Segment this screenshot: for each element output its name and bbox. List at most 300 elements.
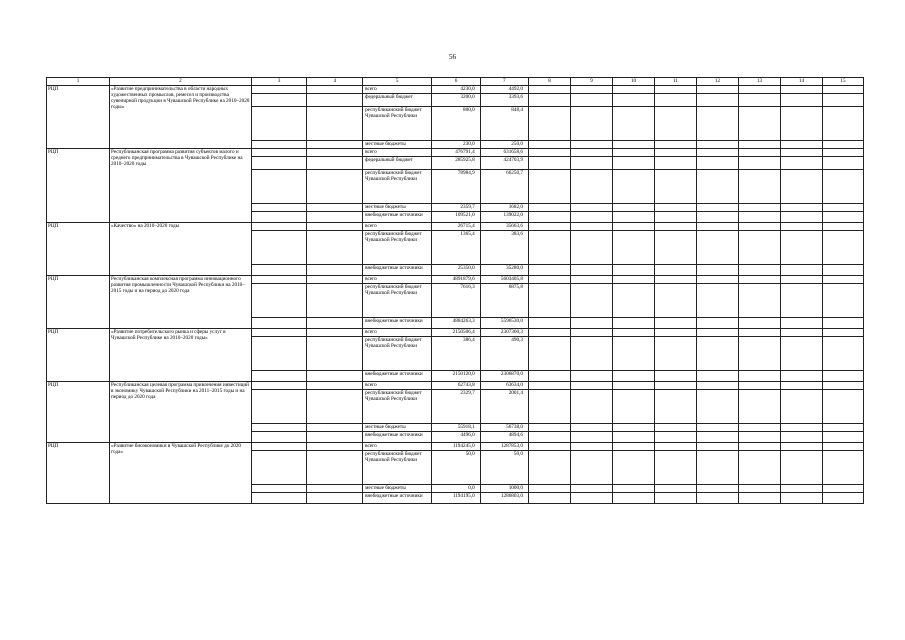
empty-cell — [307, 371, 363, 382]
column-header: 12 — [696, 78, 738, 86]
empty-cell — [528, 94, 570, 107]
column-header: 2 — [110, 78, 252, 86]
funding-source: местные бюджеты — [363, 204, 432, 212]
empty-cell — [822, 318, 863, 329]
empty-cell — [570, 149, 612, 157]
value-col-7: 63634,0 — [480, 382, 528, 390]
program-code: РЦП — [47, 149, 110, 223]
empty-cell — [696, 371, 738, 382]
column-header: 3 — [251, 78, 307, 86]
empty-cell — [780, 284, 822, 318]
empty-cell — [570, 443, 612, 451]
empty-cell — [654, 337, 696, 371]
empty-cell — [738, 94, 780, 107]
table-row — [47, 149, 864, 157]
empty-cell — [738, 107, 780, 141]
empty-cell — [307, 94, 363, 107]
empty-cell — [251, 204, 307, 212]
column-header: 13 — [738, 78, 780, 86]
empty-cell — [612, 443, 654, 451]
empty-cell — [612, 265, 654, 276]
empty-cell — [696, 493, 738, 504]
empty-cell — [528, 212, 570, 223]
empty-cell — [738, 329, 780, 337]
program-name: «Развитие биоэкономики в Чувашской Республике до 2020 года» — [110, 443, 252, 504]
empty-cell — [654, 204, 696, 212]
financing-table — [46, 77, 864, 504]
empty-cell — [738, 382, 780, 390]
empty-cell — [780, 231, 822, 265]
table-row — [47, 276, 864, 284]
empty-cell — [654, 318, 696, 329]
empty-cell — [251, 329, 307, 337]
empty-cell — [822, 329, 863, 337]
empty-cell — [696, 382, 738, 390]
empty-cell — [251, 432, 307, 443]
empty-cell — [822, 231, 863, 265]
empty-cell — [822, 451, 863, 485]
funding-source: республиканский бюджет Чувашской Республики — [363, 284, 432, 318]
empty-cell — [738, 443, 780, 451]
empty-cell — [822, 149, 863, 157]
funding-source: местные бюджеты — [363, 141, 432, 149]
value-col-7: 250,0 — [480, 141, 528, 149]
empty-cell — [528, 382, 570, 390]
column-header: 7 — [480, 78, 528, 86]
empty-cell — [612, 318, 654, 329]
column-header: 15 — [822, 78, 863, 86]
empty-cell — [696, 485, 738, 493]
empty-cell — [822, 443, 863, 451]
empty-cell — [307, 390, 363, 424]
empty-cell — [570, 318, 612, 329]
empty-cell — [822, 493, 863, 504]
empty-cell — [612, 212, 654, 223]
empty-cell — [654, 94, 696, 107]
empty-cell — [696, 223, 738, 231]
empty-cell — [696, 443, 738, 451]
empty-cell — [612, 382, 654, 390]
empty-cell — [612, 231, 654, 265]
empty-cell — [570, 485, 612, 493]
empty-cell — [822, 424, 863, 432]
value-col-6: 0,0 — [432, 485, 480, 493]
empty-cell — [780, 318, 822, 329]
empty-cell — [612, 485, 654, 493]
empty-cell — [570, 371, 612, 382]
funding-source: всего — [363, 382, 432, 390]
empty-cell — [780, 86, 822, 94]
empty-cell — [307, 432, 363, 443]
empty-cell — [528, 149, 570, 157]
funding-source: всего — [363, 86, 432, 94]
empty-cell — [738, 204, 780, 212]
empty-cell — [780, 382, 822, 390]
value-col-7: 3393,6 — [480, 94, 528, 107]
program-name: «Развитие потребительского рынка и сферы услуг в Чувашской Республике на 2010–2020 годы» — [110, 329, 252, 382]
value-col-6: 230,0 — [432, 141, 480, 149]
funding-source: внебюджетные источники — [363, 493, 432, 504]
empty-cell — [822, 485, 863, 493]
empty-cell — [307, 265, 363, 276]
value-col-6: 78984,9 — [432, 170, 480, 204]
empty-cell — [780, 276, 822, 284]
empty-cell — [822, 94, 863, 107]
empty-cell — [307, 443, 363, 451]
funding-source: всего — [363, 443, 432, 451]
value-col-7: 2001,4 — [480, 390, 528, 424]
funding-source: федеральный бюджет — [363, 157, 432, 170]
empty-cell — [696, 329, 738, 337]
empty-cell — [696, 157, 738, 170]
empty-cell — [822, 212, 863, 223]
empty-cell — [251, 149, 307, 157]
empty-cell — [738, 337, 780, 371]
funding-source: внебюджетные источники — [363, 371, 432, 382]
empty-cell — [528, 204, 570, 212]
value-col-7: 383,6 — [480, 231, 528, 265]
value-col-6: 50,0 — [432, 451, 480, 485]
value-col-6: 4496,0 — [432, 432, 480, 443]
empty-cell — [696, 212, 738, 223]
empty-cell — [570, 94, 612, 107]
value-col-6: 26715,4 — [432, 223, 480, 231]
value-col-6: 2329,7 — [432, 390, 480, 424]
empty-cell — [654, 276, 696, 284]
empty-cell — [780, 390, 822, 424]
empty-cell — [307, 223, 363, 231]
value-col-7: 424703,9 — [480, 157, 528, 170]
empty-cell — [822, 86, 863, 94]
empty-cell — [780, 432, 822, 443]
empty-cell — [612, 157, 654, 170]
empty-cell — [696, 432, 738, 443]
empty-cell — [654, 170, 696, 204]
empty-cell — [612, 451, 654, 485]
empty-cell — [654, 231, 696, 265]
empty-cell — [822, 284, 863, 318]
empty-cell — [307, 276, 363, 284]
empty-cell — [654, 432, 696, 443]
empty-cell — [570, 86, 612, 94]
empty-cell — [570, 432, 612, 443]
empty-cell — [738, 170, 780, 204]
empty-cell — [251, 276, 307, 284]
funding-source: республиканский бюджет Чувашской Республики — [363, 451, 432, 485]
empty-cell — [528, 231, 570, 265]
value-col-6: 4891879,6 — [432, 276, 480, 284]
empty-cell — [822, 371, 863, 382]
funding-source: всего — [363, 276, 432, 284]
empty-cell — [612, 284, 654, 318]
empty-cell — [696, 284, 738, 318]
empty-cell — [570, 382, 612, 390]
value-col-6: 3200,0 — [432, 94, 480, 107]
empty-cell — [307, 337, 363, 371]
empty-cell — [696, 265, 738, 276]
empty-cell — [822, 157, 863, 170]
value-col-7: 56738,0 — [480, 424, 528, 432]
empty-cell — [570, 337, 612, 371]
funding-source: республиканский бюджет Чувашской Республики — [363, 170, 432, 204]
empty-cell — [251, 493, 307, 504]
table-body — [47, 78, 864, 504]
funding-source: федеральный бюджет — [363, 94, 432, 107]
funding-source: республиканский бюджет Чувашской Республики — [363, 107, 432, 141]
empty-cell — [570, 107, 612, 141]
empty-cell — [251, 424, 307, 432]
column-header: 5 — [363, 78, 432, 86]
empty-cell — [822, 265, 863, 276]
value-col-7: 2307360,3 — [480, 329, 528, 337]
empty-cell — [696, 451, 738, 485]
value-col-7: 631658,6 — [480, 149, 528, 157]
value-col-7: 66250,7 — [480, 170, 528, 204]
empty-cell — [654, 493, 696, 504]
empty-cell — [780, 337, 822, 371]
empty-cell — [307, 318, 363, 329]
empty-cell — [696, 231, 738, 265]
empty-cell — [822, 390, 863, 424]
empty-cell — [307, 149, 363, 157]
empty-cell — [780, 141, 822, 149]
empty-cell — [307, 329, 363, 337]
empty-cell — [822, 223, 863, 231]
empty-cell — [654, 329, 696, 337]
funding-source: всего — [363, 223, 432, 231]
empty-cell — [822, 170, 863, 204]
empty-cell — [738, 318, 780, 329]
value-col-6: 2359,7 — [432, 204, 480, 212]
empty-cell — [570, 329, 612, 337]
value-col-6: 1365,4 — [432, 231, 480, 265]
column-header: 10 — [612, 78, 654, 86]
empty-cell — [738, 485, 780, 493]
value-col-7: 6875,8 — [480, 284, 528, 318]
empty-cell — [570, 141, 612, 149]
empty-cell — [780, 149, 822, 157]
funding-source: внебюджетные источники — [363, 432, 432, 443]
empty-cell — [780, 485, 822, 493]
empty-cell — [251, 485, 307, 493]
empty-cell — [738, 265, 780, 276]
value-col-6: 386,4 — [432, 337, 480, 371]
program-code: РЦП — [47, 443, 110, 504]
program-code: РЦП — [47, 276, 110, 329]
empty-cell — [696, 149, 738, 157]
empty-cell — [307, 170, 363, 204]
empty-cell — [780, 329, 822, 337]
empty-cell — [307, 141, 363, 149]
table-row — [47, 329, 864, 337]
empty-cell — [696, 337, 738, 371]
empty-cell — [654, 424, 696, 432]
empty-cell — [307, 382, 363, 390]
value-col-6: 800,0 — [432, 107, 480, 141]
empty-cell — [612, 371, 654, 382]
empty-cell — [570, 223, 612, 231]
empty-cell — [528, 451, 570, 485]
value-col-7: 4492,0 — [480, 86, 528, 94]
empty-cell — [612, 329, 654, 337]
empty-cell — [780, 204, 822, 212]
empty-cell — [654, 141, 696, 149]
empty-cell — [654, 149, 696, 157]
program-name: «Качество» на 2010–2020 годы — [110, 223, 252, 276]
empty-cell — [528, 107, 570, 141]
empty-cell — [251, 94, 307, 107]
empty-cell — [696, 170, 738, 204]
empty-cell — [307, 493, 363, 504]
column-header: 1 — [47, 78, 110, 86]
funding-source: всего — [363, 329, 432, 337]
program-code: РЦП — [47, 86, 110, 149]
value-col-7: 1287853,0 — [480, 443, 528, 451]
empty-cell — [612, 223, 654, 231]
header-row — [47, 78, 864, 86]
empty-cell — [528, 276, 570, 284]
empty-cell — [528, 329, 570, 337]
empty-cell — [570, 451, 612, 485]
empty-cell — [612, 493, 654, 504]
empty-cell — [528, 223, 570, 231]
empty-cell — [822, 382, 863, 390]
empty-cell — [307, 204, 363, 212]
value-col-6: 1194245,0 — [432, 443, 480, 451]
empty-cell — [780, 424, 822, 432]
empty-cell — [780, 107, 822, 141]
empty-cell — [822, 107, 863, 141]
empty-cell — [738, 390, 780, 424]
empty-cell — [780, 212, 822, 223]
empty-cell — [307, 451, 363, 485]
column-header: 14 — [780, 78, 822, 86]
empty-cell — [307, 424, 363, 432]
value-col-7: 35663,6 — [480, 223, 528, 231]
empty-cell — [738, 149, 780, 157]
empty-cell — [528, 265, 570, 276]
value-col-7: 5603405,8 — [480, 276, 528, 284]
value-col-6: 2150506,4 — [432, 329, 480, 337]
empty-cell — [251, 390, 307, 424]
empty-cell — [696, 107, 738, 141]
empty-cell — [780, 265, 822, 276]
empty-cell — [307, 284, 363, 318]
empty-cell — [251, 107, 307, 141]
empty-cell — [822, 276, 863, 284]
empty-cell — [654, 443, 696, 451]
empty-cell — [528, 170, 570, 204]
empty-cell — [612, 276, 654, 284]
value-col-7: 4894,6 — [480, 432, 528, 443]
table-row — [47, 223, 864, 231]
empty-cell — [822, 337, 863, 371]
funding-source: местные бюджеты — [363, 424, 432, 432]
empty-cell — [612, 86, 654, 94]
empty-cell — [780, 451, 822, 485]
empty-cell — [251, 443, 307, 451]
empty-cell — [570, 265, 612, 276]
table-row — [47, 443, 864, 451]
column-header: 4 — [307, 78, 363, 86]
empty-cell — [307, 107, 363, 141]
value-col-7: 490,3 — [480, 337, 528, 371]
empty-cell — [307, 157, 363, 170]
empty-cell — [251, 170, 307, 204]
funding-source: республиканский бюджет Чувашской Республики — [363, 390, 432, 424]
empty-cell — [696, 318, 738, 329]
empty-cell — [251, 284, 307, 318]
empty-cell — [528, 284, 570, 318]
funding-source: внебюджетные источники — [363, 265, 432, 276]
empty-cell — [738, 231, 780, 265]
empty-cell — [612, 149, 654, 157]
value-col-7: 139022,0 — [480, 212, 528, 223]
empty-cell — [654, 212, 696, 223]
empty-cell — [696, 390, 738, 424]
empty-cell — [780, 371, 822, 382]
funding-source: всего — [363, 149, 432, 157]
empty-cell — [654, 107, 696, 141]
empty-cell — [528, 485, 570, 493]
empty-cell — [612, 141, 654, 149]
empty-cell — [738, 284, 780, 318]
empty-cell — [251, 265, 307, 276]
empty-cell — [251, 141, 307, 149]
value-col-6: 4230,0 — [432, 86, 480, 94]
empty-cell — [738, 432, 780, 443]
empty-cell — [780, 157, 822, 170]
funding-source: республиканский бюджет Чувашской Республики — [363, 337, 432, 371]
value-col-6: 1194195,0 — [432, 493, 480, 504]
empty-cell — [822, 432, 863, 443]
value-col-6: 285925,8 — [432, 157, 480, 170]
empty-cell — [612, 107, 654, 141]
empty-cell — [738, 86, 780, 94]
empty-cell — [570, 276, 612, 284]
page-number: 56 — [449, 53, 456, 61]
empty-cell — [528, 141, 570, 149]
empty-cell — [251, 223, 307, 231]
empty-cell — [612, 390, 654, 424]
empty-cell — [528, 432, 570, 443]
empty-cell — [696, 276, 738, 284]
empty-cell — [612, 424, 654, 432]
empty-cell — [738, 212, 780, 223]
empty-cell — [570, 493, 612, 504]
empty-cell — [738, 424, 780, 432]
empty-cell — [654, 284, 696, 318]
empty-cell — [251, 371, 307, 382]
value-col-6: 25350,0 — [432, 265, 480, 276]
value-col-6: 7616,3 — [432, 284, 480, 318]
funding-source: внебюджетные источники — [363, 212, 432, 223]
empty-cell — [654, 371, 696, 382]
empty-cell — [780, 223, 822, 231]
empty-cell — [654, 86, 696, 94]
empty-cell — [738, 371, 780, 382]
empty-cell — [570, 390, 612, 424]
empty-cell — [654, 451, 696, 485]
empty-cell — [528, 157, 570, 170]
funding-source: местные бюджеты — [363, 485, 432, 493]
empty-cell — [654, 390, 696, 424]
program-code: РЦП — [47, 329, 110, 382]
column-header: 6 — [432, 78, 480, 86]
empty-cell — [570, 231, 612, 265]
empty-cell — [612, 337, 654, 371]
empty-cell — [654, 157, 696, 170]
